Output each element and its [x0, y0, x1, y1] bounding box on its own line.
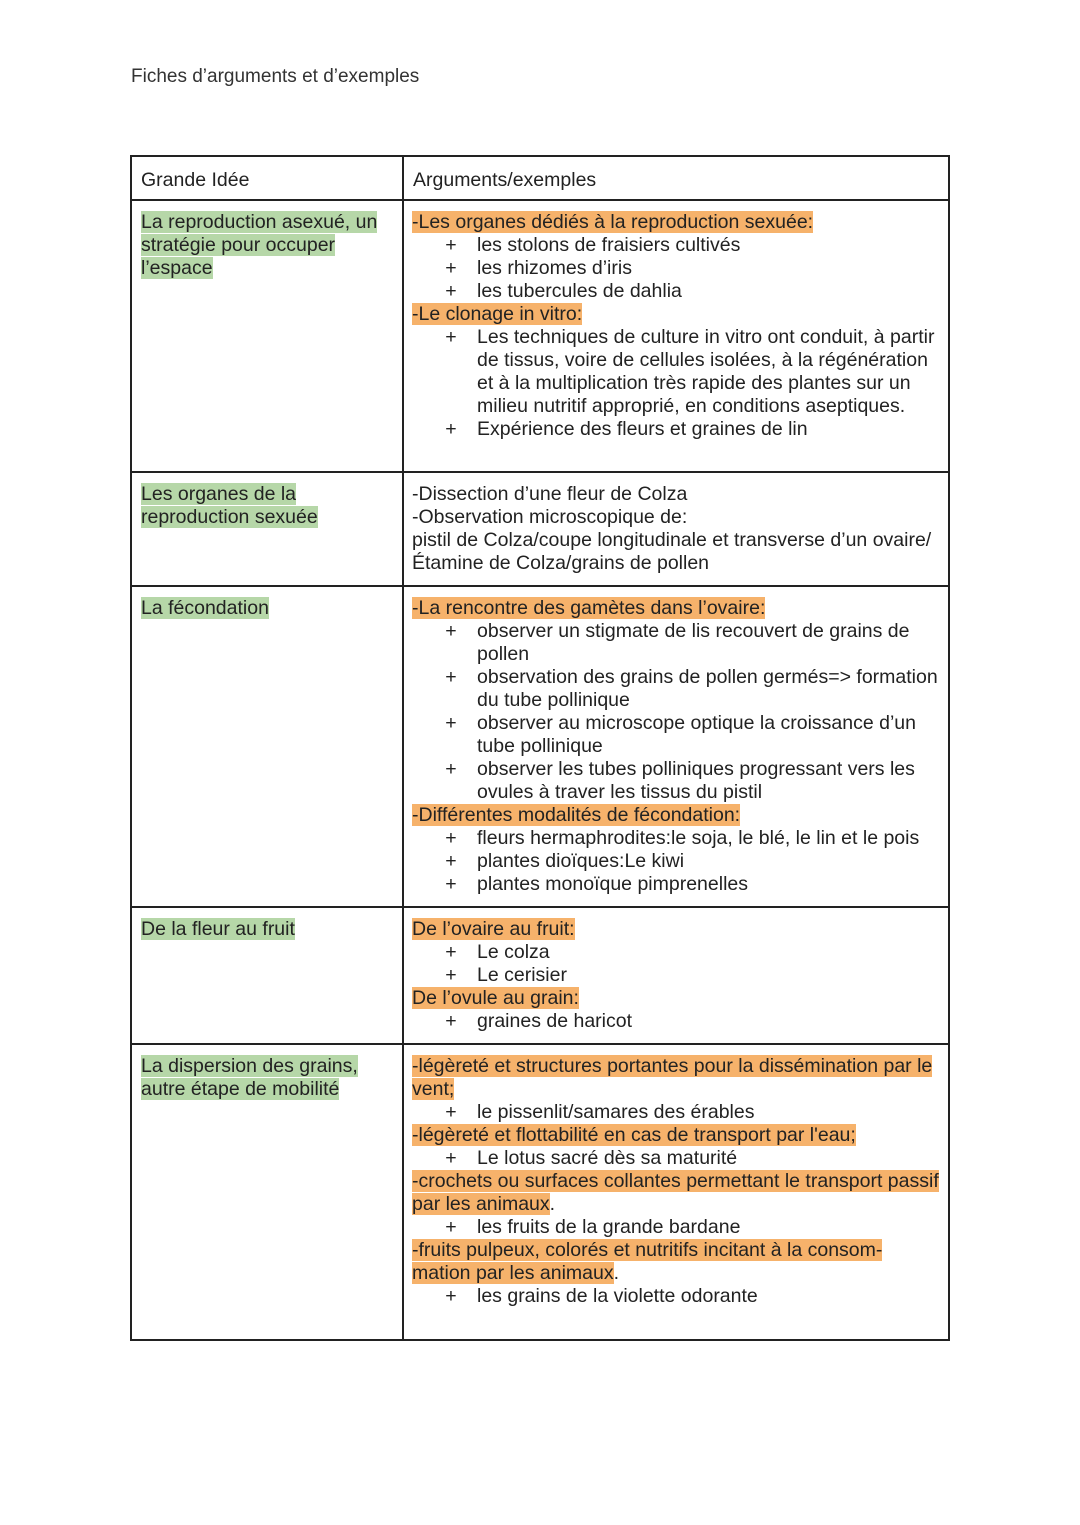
- block-heading: -légèreté et flottabilité en cas de transport par l'eau;: [412, 1124, 856, 1146]
- idea-text: La fécondation: [141, 597, 269, 619]
- list-item: + Le lotus sacré dès sa maturité: [445, 1147, 738, 1169]
- table-row: [131, 1044, 949, 1340]
- block-heading: -crochets ou surfaces collantes permettant le transport passif par les animaux: [412, 1170, 939, 1215]
- list-item: + plantes dioïques:Le kiwi: [445, 850, 685, 872]
- block-heading: -La rencontre des gamètes dans l’ovaire:: [412, 597, 766, 619]
- header-cell-idea: Grande Idée: [131, 156, 403, 200]
- arguments-table: [130, 155, 950, 1341]
- bullet-list: [412, 326, 940, 441]
- list-item: + les stolons de fraisiers cultivés: [445, 234, 741, 256]
- block-heading: -fruits pulpeux, colorés et nutritifs incitant à la consom-mation par les animaux: [412, 1239, 883, 1284]
- bullet-list: [412, 1216, 940, 1239]
- text-line: -Observation microscopique de:: [412, 506, 688, 528]
- bullet-list: [412, 827, 940, 896]
- idea-cell: [131, 472, 403, 586]
- table-row: [131, 586, 949, 907]
- list-item: + Les techniques de culture in vitro ont conduit, à partir de tissus, voire de cellules isolées, à la régénération et à la multiplication très rapide des plantes sur un milieu nutritif approprié, en conditions aseptiques.: [445, 326, 935, 417]
- block-heading: -Les organes dédiés à la reproduction sexuée:: [412, 211, 814, 233]
- table-row: [131, 907, 949, 1044]
- idea-text: De la fleur au fruit: [141, 918, 295, 940]
- idea-cell: [131, 586, 403, 907]
- idea-cell: [131, 200, 403, 472]
- list-item: + observer les tubes polliniques progressant vers les ovules à traver les tissus du pistil: [445, 758, 915, 803]
- arguments-cell: [403, 907, 949, 1044]
- list-item: + Expérience des fleurs et graines de lin: [445, 418, 808, 440]
- arguments-cell: -légèreté et structures portantes pour la dissémination par le vent; + le pissenlit/samares des érables -légèreté et flottabilité en cas de transport par l'eau; + Le lotus sacré dès sa maturité -crochets ou surfaces collantes permettant le transport passif par les animaux. + les fruits de la grande bardane -fruits pulpeux, colorés et nutritifs incitant à la consom-mation par les animaux. + les grains de la violette odorante: [403, 1044, 949, 1340]
- list-item: + les rhizomes d’iris: [445, 257, 632, 279]
- header-cell-arguments: Arguments/exemples: [403, 156, 949, 200]
- text-line: pistil de Colza/coupe longitudinale et transverse d’un ovaire/Étamine de Colza/grains de pollen: [412, 529, 932, 574]
- text-line: -Dissection d’une fleur de Colza: [412, 483, 688, 505]
- idea-cell: [131, 907, 403, 1044]
- bullet-list: [412, 1285, 940, 1308]
- bullet-list: [412, 1101, 940, 1124]
- list-item: + Le colza: [445, 941, 550, 963]
- block-heading: -Le clonage in vitro:: [412, 303, 583, 325]
- list-item: + observation des grains de pollen germés=> formation du tube pollinique: [445, 666, 938, 711]
- arguments-cell: [403, 200, 949, 472]
- list-item: + plantes monoïque pimprenelles: [445, 873, 749, 895]
- bullet-list: [412, 1010, 940, 1033]
- arguments-cell: [403, 472, 949, 586]
- table-row: [131, 472, 949, 586]
- block-heading: De l’ovaire au fruit:: [412, 918, 575, 940]
- list-item: + Le cerisier: [445, 964, 567, 986]
- idea-cell: [131, 1044, 403, 1340]
- list-item: + observer au microscope optique la croissance d’un tube pollinique: [445, 712, 916, 757]
- block-heading: De l’ovule au grain:: [412, 987, 579, 1009]
- idea-text: La dispersion des grains, autre étape de mobilité: [141, 1055, 358, 1100]
- list-item: + les fruits de la grande bardane: [445, 1216, 741, 1238]
- document-title: Fiches d’arguments et d’exemples: [131, 66, 420, 87]
- table-row: [131, 200, 949, 472]
- list-item: + observer un stigmate de lis recouvert de grains de pollen: [445, 620, 910, 665]
- bullet-list: [412, 620, 940, 804]
- bullet-list: [412, 234, 940, 303]
- idea-text: Les organes de la reproduction sexuée: [141, 483, 318, 528]
- idea-text: La reproduction asexué, un stratégie pour occuper l’espace: [141, 211, 378, 279]
- list-item: + les tubercules de dahlia: [445, 280, 682, 302]
- block-heading: -légèreté et structures portantes pour la dissémination par le vent;: [412, 1055, 933, 1100]
- block-heading: -Différentes modalités de fécondation:: [412, 804, 741, 826]
- arguments-cell: [403, 586, 949, 907]
- list-item: + les grains de la violette odorante: [445, 1285, 758, 1307]
- list-item: + graines de haricot: [445, 1010, 633, 1032]
- list-item: + le pissenlit/samares des érables: [445, 1101, 755, 1123]
- bullet-list: [412, 941, 940, 987]
- bullet-list: [412, 1147, 940, 1170]
- table-header-row: [131, 156, 949, 200]
- list-item: + fleurs hermaphrodites:le soja, le blé, le lin et le pois: [445, 827, 920, 849]
